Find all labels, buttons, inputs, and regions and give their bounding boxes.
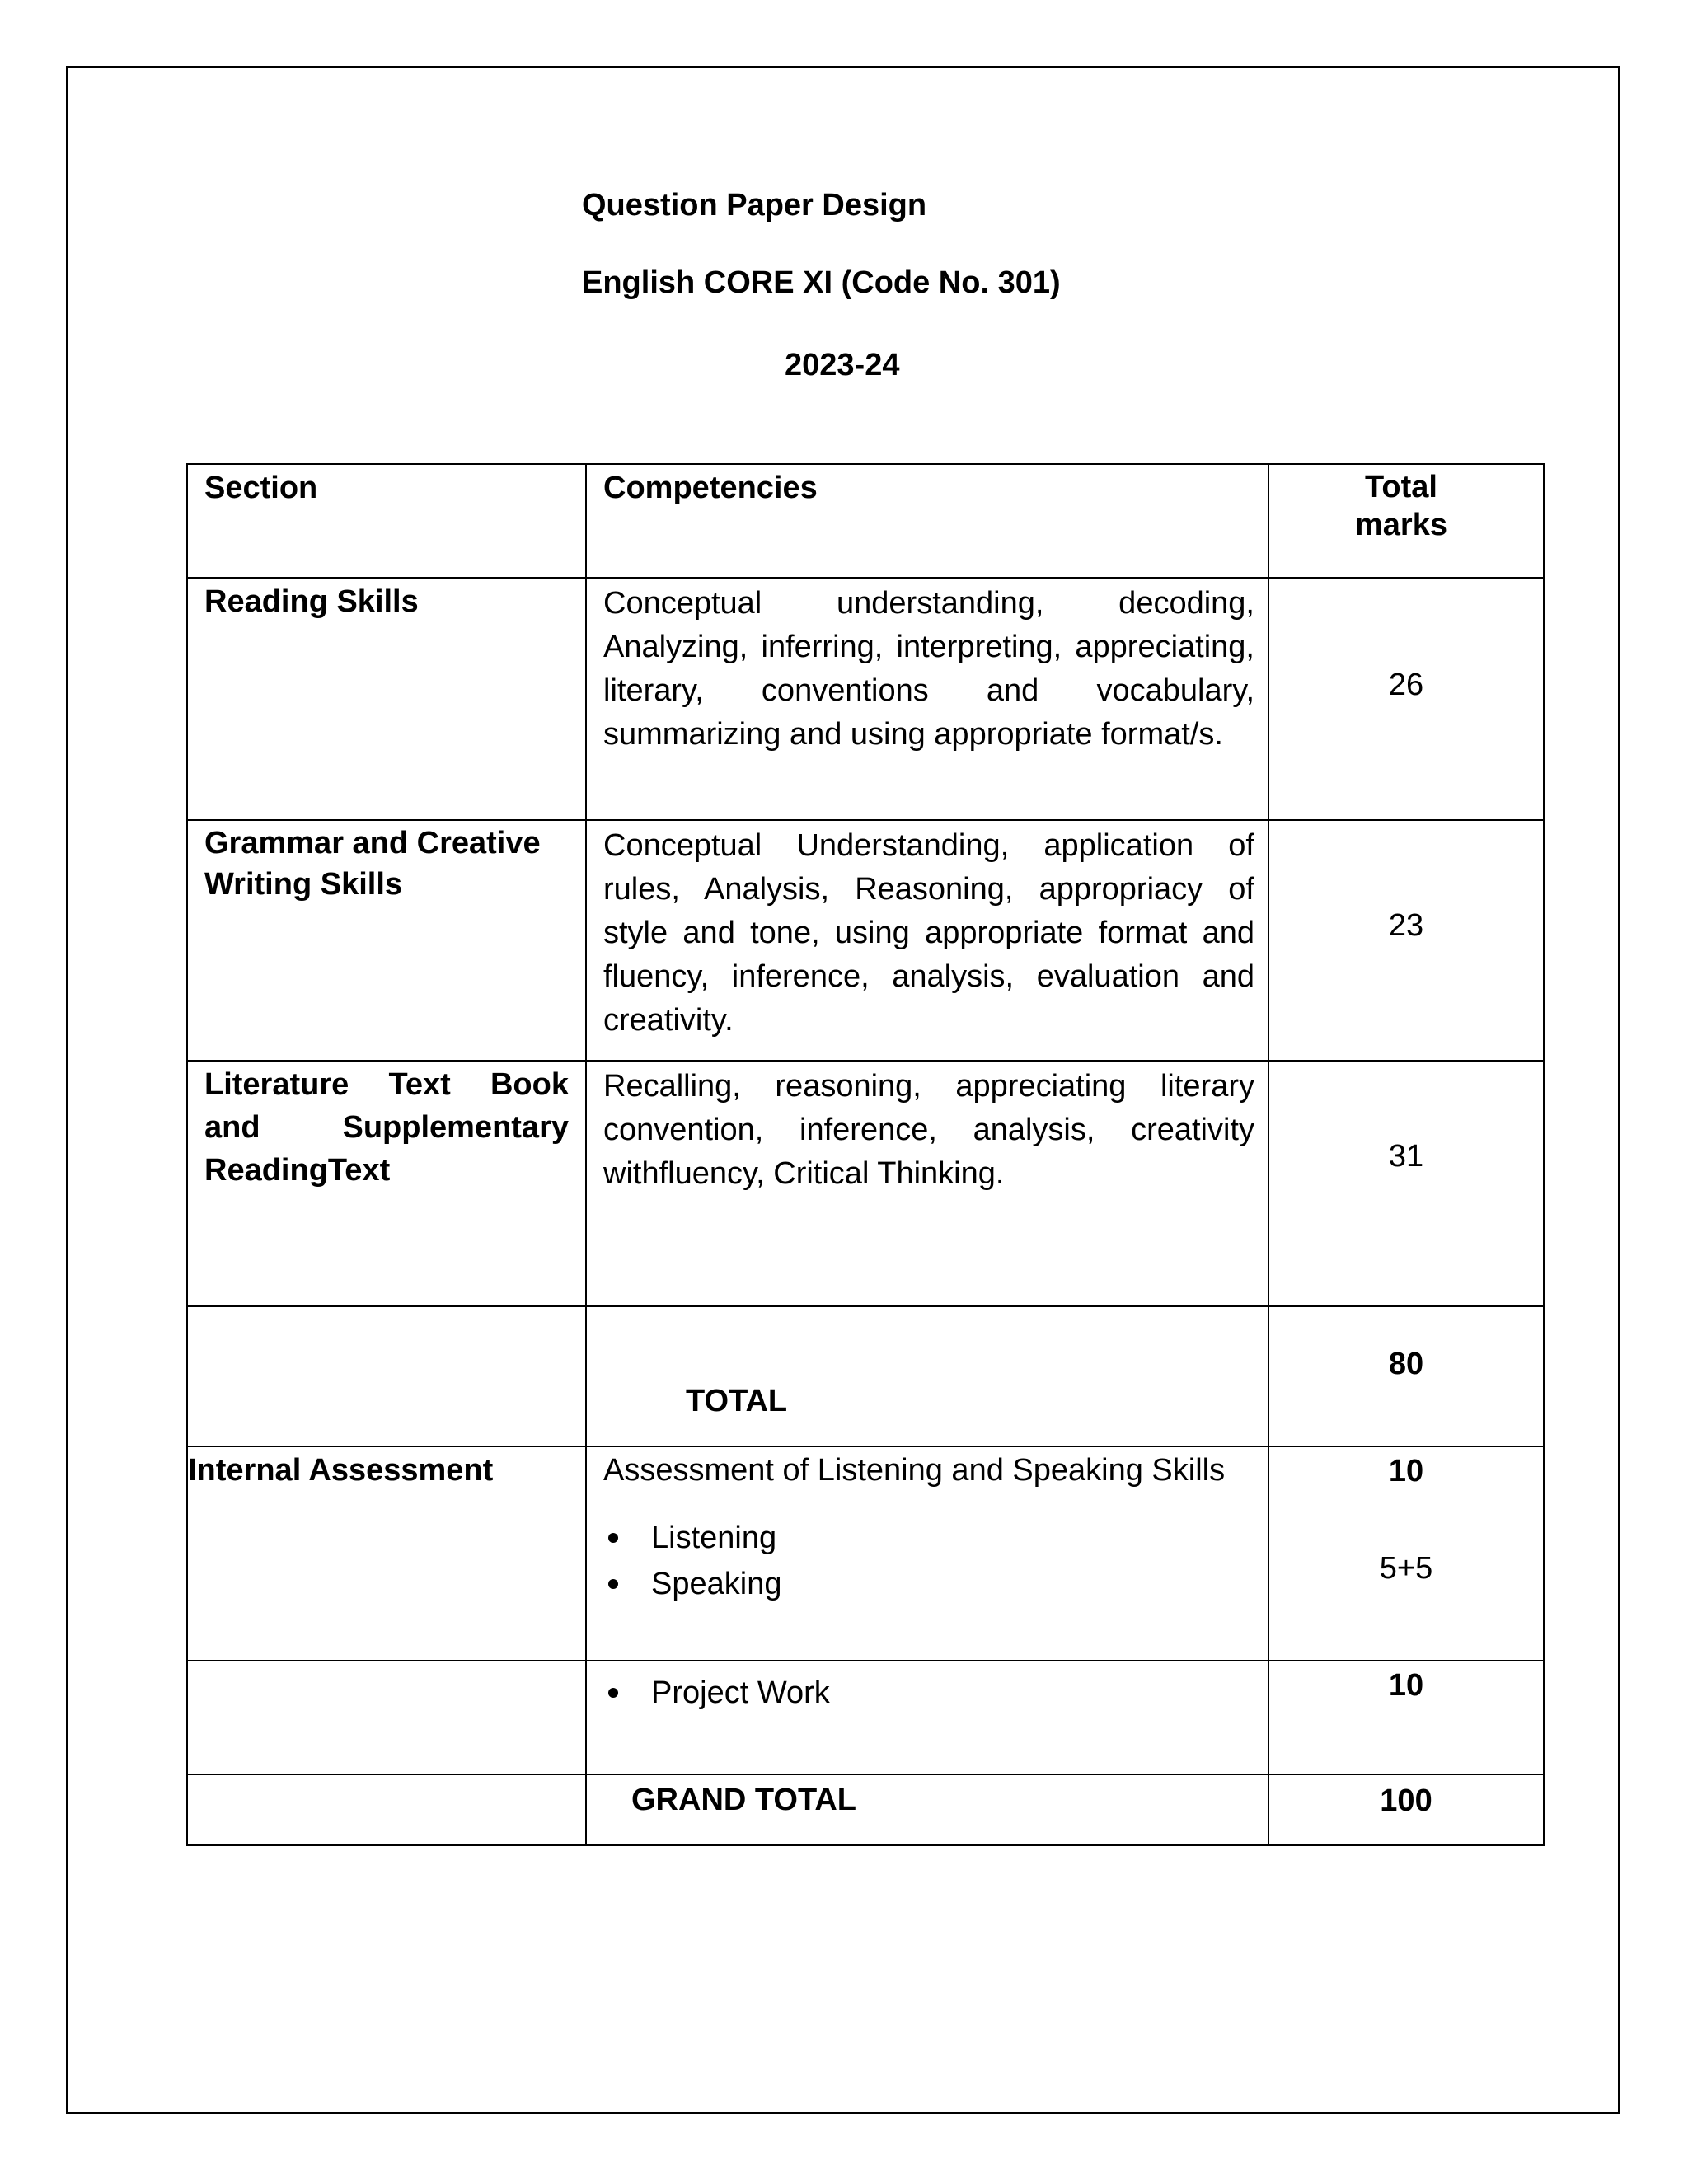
grand-total-marks-cell — [1268, 1774, 1544, 1845]
document-subtitle: English CORE XI (Code No. 301) — [582, 265, 1061, 300]
competencies-cell — [586, 578, 1268, 820]
section-name-line: ReadingText — [204, 1153, 391, 1188]
document-title: Question Paper Design — [582, 188, 927, 223]
section-name: Reading Skills — [204, 584, 419, 619]
competencies-text: Conceptual Understanding, application of rules, Analysis, Reasoning, appropriacy of style and tone, using appropriate format and fluency, inference, analysis, evaluation and creativity. — [603, 828, 1254, 1038]
competencies-text: Recalling, reasoning, appreciating literary convention, inference, analysis, creativity withfluency, Critical Thinking. — [603, 1069, 1254, 1191]
bullet-list — [587, 1515, 1268, 1607]
bullet-list — [587, 1670, 1268, 1716]
marks-value: 31 — [1388, 1139, 1424, 1174]
table-row — [187, 820, 1544, 1061]
header-section-label: Section — [204, 471, 318, 505]
competencies-cell — [586, 1446, 1268, 1661]
total-label: TOTAL — [686, 1384, 788, 1418]
marks-cell — [1268, 1446, 1544, 1661]
marks-value: 10 — [1388, 1454, 1424, 1488]
section-name-line: Writing Skills — [204, 867, 403, 902]
competencies-cell — [586, 1061, 1268, 1306]
table-header-row — [187, 464, 1544, 578]
table-row — [187, 1061, 1544, 1306]
competencies-text: Assessment of Listening and Speaking Skills — [603, 1453, 1226, 1488]
table-row — [187, 1661, 1544, 1774]
header-total-label: Total — [1365, 470, 1437, 504]
marks-cell — [1268, 1061, 1544, 1306]
competencies-cell — [586, 1661, 1268, 1774]
marks-value: 23 — [1388, 908, 1424, 943]
total-marks-value: 80 — [1388, 1347, 1424, 1381]
header-cell-competencies — [586, 464, 1268, 578]
section-cell — [187, 1061, 586, 1306]
section-cell — [187, 578, 586, 820]
table-row — [187, 578, 1544, 820]
list-item: Project Work — [651, 1670, 1268, 1716]
total-marks-cell — [1268, 1306, 1544, 1446]
section-name-line: Grammar and Creative — [204, 826, 541, 860]
marks-value: 10 — [1388, 1668, 1424, 1703]
list-item: Speaking — [651, 1561, 1268, 1607]
document-year: 2023-24 — [785, 348, 900, 382]
grand-total-marks-value: 100 — [1380, 1783, 1432, 1818]
grand-total-label-cell — [586, 1774, 1268, 1845]
header-cell-section — [187, 464, 586, 578]
marks-value: 26 — [1388, 668, 1424, 702]
section-name-line: Literature Text Book — [204, 1067, 569, 1102]
marks-cell — [1268, 578, 1544, 820]
question-paper-design-table — [186, 463, 1545, 1846]
header-competencies-label: Competencies — [603, 471, 818, 505]
section-cell — [187, 820, 586, 1061]
table-row-total — [187, 1306, 1544, 1446]
empty-cell — [187, 1661, 586, 1774]
total-label-cell — [586, 1306, 1268, 1446]
marks-split-value: 5+5 — [1379, 1551, 1433, 1586]
section-cell — [187, 1446, 586, 1661]
empty-cell — [187, 1306, 586, 1446]
marks-cell — [1268, 820, 1544, 1061]
grand-total-label: GRAND TOTAL — [631, 1783, 857, 1817]
competencies-cell — [586, 820, 1268, 1061]
header-marks-label: marks — [1355, 508, 1447, 542]
list-item: Listening — [651, 1515, 1268, 1561]
table-row — [187, 1446, 1544, 1661]
section-name: Internal Assessment — [188, 1453, 494, 1488]
header-cell-total-marks — [1268, 464, 1544, 578]
marks-cell — [1268, 1661, 1544, 1774]
table-row-grand-total — [187, 1774, 1544, 1845]
empty-cell — [187, 1774, 586, 1845]
section-name-line: and Supplementary — [204, 1110, 569, 1145]
competencies-text: Conceptual understanding, decoding, Analyzing, inferring, interpreting, appreciating, literary, conventions and vocabulary, summarizing and using appropriate format/s. — [603, 586, 1254, 752]
